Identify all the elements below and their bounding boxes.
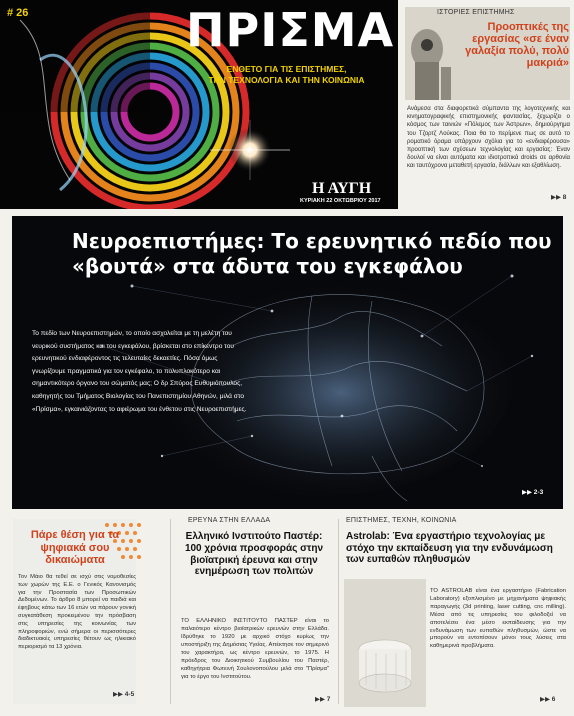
page-reference[interactable]: ▶▶ 2-3 [522,489,544,496]
article-body: ΤΟ ΕΛΛΗΝΙΚΟ ΙΝΣΤΙΤΟΥΤΟ ΠΑΣΤΕΡ είναι το παλαιότερο κέντρο βιοϊατρικών ερευνών στην Ελλάδα. Ιδρύθηκε το 1920 με αρχικό στόχο κυρίως την υποστήριξη της Δημόσιας Υγείας. Απέκτησε τον σημερινό του χαρακτήρα, ως κέντρο ερευνών, το 1975. Η πρόεδρος του Διοικητικού Συμβουλίου του Παστέρ, καθηγήτρια Φωτεινή Σουλονοπούλου μιλά στο "Πρίσμα" για το έργο του Ινστιτούτου. [181,618,329,680]
article-body: ΤΟ ASTROLAB είναι ένα εργαστήριο (Fabrication Laboratory) εξοπλισμένο με μηχανήματα ψηφιακής παραγωγής (3d printing, laser cutting, cnc milling). Μέσα από τις υπηρεσίες του φιλοδοξεί να αποτελέσει ένα μέσο εκπαίδευσης για την ενδυνάμωση των ευπαθών πληθυσμών, ώστε να μπορούν να εντοπίσουν μόνοι τους λύσεις στα καθημερινά προβλήματα. [430,588,566,650]
article-digital-rights[interactable] [13,519,136,704]
section-kicker: ΕΠΙΣΤΗΜΕΣ, ΤΕΧΝΗ, ΚΟΙΝΩΝΙΑ [346,517,457,524]
column-divider [338,519,339,704]
issue-number: # 26 [7,7,29,19]
feature-body: Το πεδίο των Νευροεπιστημών, το οποίο ασχολείται με τη μελέτη του νευρικού συστήματος και του εγκεφάλου, βρίσκεται στο επίκεντρο του ερευνητικού ενδιαφέροντος τις τελευταίες δεκαετίες. Πόσα όμως γνωρίζουμε πραγματικά για τον εγκέφαλο, το πολυπλοκότερο και σημαντικότερο όργανο του σώματός μας; Ο δρ Σπύρος Ευθυμιόπουλος, καθηγητής του Τμήματος Βιολογίας του Πανεπιστημίου Αθηνών, μιλά στο «Πρίσμα», εγκαινιάζοντας το αφιέρωμα του ένθετου στις Νευροεπιστήμες. [32,330,247,413]
page-reference[interactable]: ▶▶ 6 [540,696,556,703]
masthead [0,0,398,209]
article-pasteur[interactable] [179,517,332,707]
publication-subtitle: ΕΝΘΕΤΟ ΓΙΑ ΤΙΣ ΕΠΙΣΤΗΜΕΣ, ΤΗΝ ΤΕΧΝΟΛΟΓΙΑ ΚΑΙ ΤΗΝ ΚΟΙΝΩΝΙΑ [208,64,365,85]
article-astrolab[interactable] [344,517,566,707]
section-kicker: ΕΡΕΥΝΑ ΣΤΗΝ ΕΛΛΑΔΑ [188,517,271,524]
feature-neuroscience[interactable] [12,216,563,509]
article-body: Τον Μάιο θα τεθεί σε ισχύ στις νομοθεσίες των χωρών της Ε.Ε. ο Γενικός Κανονισμός για την Προστασία των Προσωπικών Δεδομένων. Το άρθρο 8 μπορεί να παιδιά και έφηβους κάτω των 16 ετών να πάρουν γονική συγκατάθεση προκειμένου την πρόσβαση στις υπηρεσίες της κοινωνίας των πληροφοριών, ενώ σήμερα οι περισσότερες διαδικτυακές υπηρεσίες θέτουν ως ηλικιακό περιορισμό τα 13 χρόνια. [18,574,136,651]
section-kicker: ΙΣΤΟΡΙΕΣ ΕΠΙΣΤΗΜΗΣ [437,9,515,16]
article-headline[interactable]: Πάρε θέση για τα ψηφιακά σου δικαιώματα [30,529,120,566]
article-headline[interactable]: Προοπτικές της εργασίας «σε έναν γαλαξία πολύ, πολύ μακριά» [465,21,569,69]
article-headline[interactable]: Ελληνικό Ινστιτούτο Παστέρ: 100 χρόνια προσφοράς στην βιοϊατρική έρευνα και στην ενημέρωση των πολιτών [184,531,324,578]
feature-headline[interactable]: Νευροεπιστήμες: Το ερευνητικό πεδίο που «βουτά» στα άδυτα του εγκεφάλου [72,229,552,278]
article-headline[interactable]: Astrolab: Ένα εργαστήριο τεχνολογίας με στόχο την εκπαίδευση για την ενδυνάμωση των ευπαθών πληθυσμών [346,531,553,565]
page-reference[interactable]: ▶▶ 7 [315,696,331,703]
page-reference[interactable]: ▶▶ 4-5 [113,691,135,698]
newspaper-name: Η ΑΥΓΗ [312,180,372,197]
publication-title: ΠΡΙΣΜΑ [186,3,395,57]
article-star-wars[interactable] [405,7,570,200]
page-reference[interactable]: ▶▶ 8 [551,194,567,201]
article-body: Ανάμεσα στα διαφορετικά σύμπαντα της λογοτεχνικής και κινηματογραφικής επιστημονικής φαντασίας, ξεχωρίζει ο κόσμος των ταινιών «Πόλεμος των Άστρων», δημιούργημα του Τζορτζ Λούκας. Ποια θα το περίμενε πως σε αυτό το ροματικό όραμα υπάρχουν σχόλια για το «ενδιαφέρουσα» προοπτική των σχέσεων τεχνολογίας και εργασίας: Έναν δουλοί να είναι αυτόματα και ιδιοτροπικά droids σε αρθονία και ταυτόχρονα μεταθετή εργασία, διάλλων και εξαθλίωση. [407,106,570,170]
issue-date: ΚΥΡΙΑΚΗ 22 ΟΚΤΩΒΡΙΟΥ 2017 [300,198,381,204]
3d-print-photo [344,579,426,707]
column-divider [170,519,171,704]
